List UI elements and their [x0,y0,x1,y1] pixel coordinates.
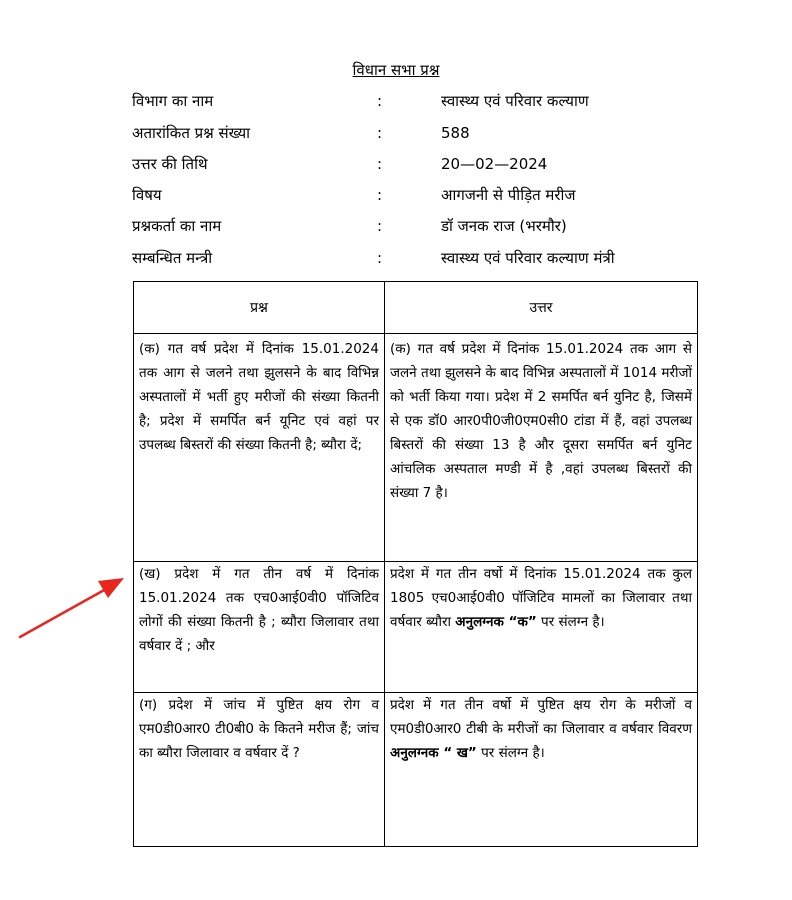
meta-colon: : [377,155,383,173]
meta-value: 588 [441,124,470,142]
meta-row-department [0,90,792,112]
meta-row-questioner [0,215,792,237]
table-row [134,562,698,692]
meta-colon: : [377,249,383,267]
table-row [134,334,698,562]
answer-cell: (क) गत वर्ष प्रदेश में दिनांक 15.01.2024 तक आग से जलने तथा झुलसने के बाद विभिन्न अस्पतालों में 1014 मरीजों को भर्ती किया गया। प्रदेश में 2 समर्पित बर्न युनिट है, जिसमें से एक डॉ0 आर0पी0जी0एम0सी0 टांडा में हैं, वहां उपलब्ध बिस्तरों की संख्या 13 है और दूसरा समर्पित बर्न युनिट आंचलिक अस्पताल मण्डी में है ,वहां उपलब्ध बिस्तरों की संख्या 7 है। [385,334,698,562]
answer-text: प्रदेश में गत तीन वर्षो में पुष्टित क्षय रोग के मरीजों व एम0डी0आर0 टीबी के मरीजों का जिलावार व वर्षवार विवरण [390,696,692,737]
meta-colon: : [377,124,383,142]
meta-value: स्वास्थ्य एवं परिवार कल्याण मंत्री [441,249,615,267]
meta-row-minister [0,247,792,269]
header-answer: उत्तर [385,282,698,334]
meta-label: अतारांकित प्रश्न संख्या [132,124,251,142]
meta-label: विभाग का नाम [132,92,214,110]
meta-row-answer-date [0,153,792,175]
meta-colon: : [377,217,383,235]
question-cell: (ख) प्रदेश में गत तीन वर्ष में दिनांक 15.01.2024 तक एच0आई0वी0 पॉजिटिव लोगों की संख्या कितनी है ; ब्यौरा जिलावार तथा वर्षवार दें ; और [134,562,385,692]
meta-colon: : [377,92,383,110]
answer-tail: पर संलग्न है। [541,614,605,631]
annexure-reference: अनुलग्नक “ ख” [390,744,477,761]
meta-row-question-number [0,122,792,144]
answer-cell [385,692,698,846]
document-title-text: विधान सभा प्रश्न [352,61,440,79]
question-cell: (ग) प्रदेश में जांच में पुष्टित क्षय रोग व एम0डी0आर0 टी0बी0 के कितने मरीज हैं; जांच का ब्यौरा जिलावार व वर्षवार दें ? [134,692,385,846]
meta-value: डॉ जनक राज (भरमौर) [441,217,567,235]
meta-value: आगजनी से पीड़ित मरीज [441,186,576,204]
answer-cell [385,562,698,692]
table-row [134,692,698,846]
question-answer-table [133,281,698,847]
document-title [0,60,792,80]
question-cell: (क) गत वर्ष प्रदेश में दिनांक 15.01.2024 तक आग से जलने तथा झुलसने के बाद विभिन्न अस्पतालों में भर्ती हुए मरीजों की संख्या कितनी है; प्रदेश में समर्पित बर्न यूनिट एवं वहां पर उपलब्ध बिस्तरों की संख्या कितनी है; ब्यौरा दें; [134,334,385,562]
meta-label: सम्बन्धित मन्त्री [132,249,213,267]
table-header-row [134,282,698,334]
meta-colon: : [377,186,383,204]
meta-row-subject [0,184,792,206]
answer-tail: पर संलग्न है। [481,744,545,761]
meta-label: विषय [132,186,162,204]
meta-label: उत्तर की तिथि [132,155,208,173]
meta-value: स्वास्थ्य एवं परिवार कल्याण [441,92,589,110]
annexure-reference: अनुलग्नक “क” [455,614,537,631]
answer-text: प्रदेश में गत तीन वर्षो में दिनांक 15.01.2024 तक कुल 1805 एच0आई0वी0 पॉजिटिव मामलों का जिलावार तथा वर्षवार ब्यौरा [390,566,692,631]
header-question: प्रश्न [134,282,385,334]
meta-label: प्रश्नकर्ता का नाम [132,217,222,235]
meta-value: 20—02—2024 [441,155,548,173]
